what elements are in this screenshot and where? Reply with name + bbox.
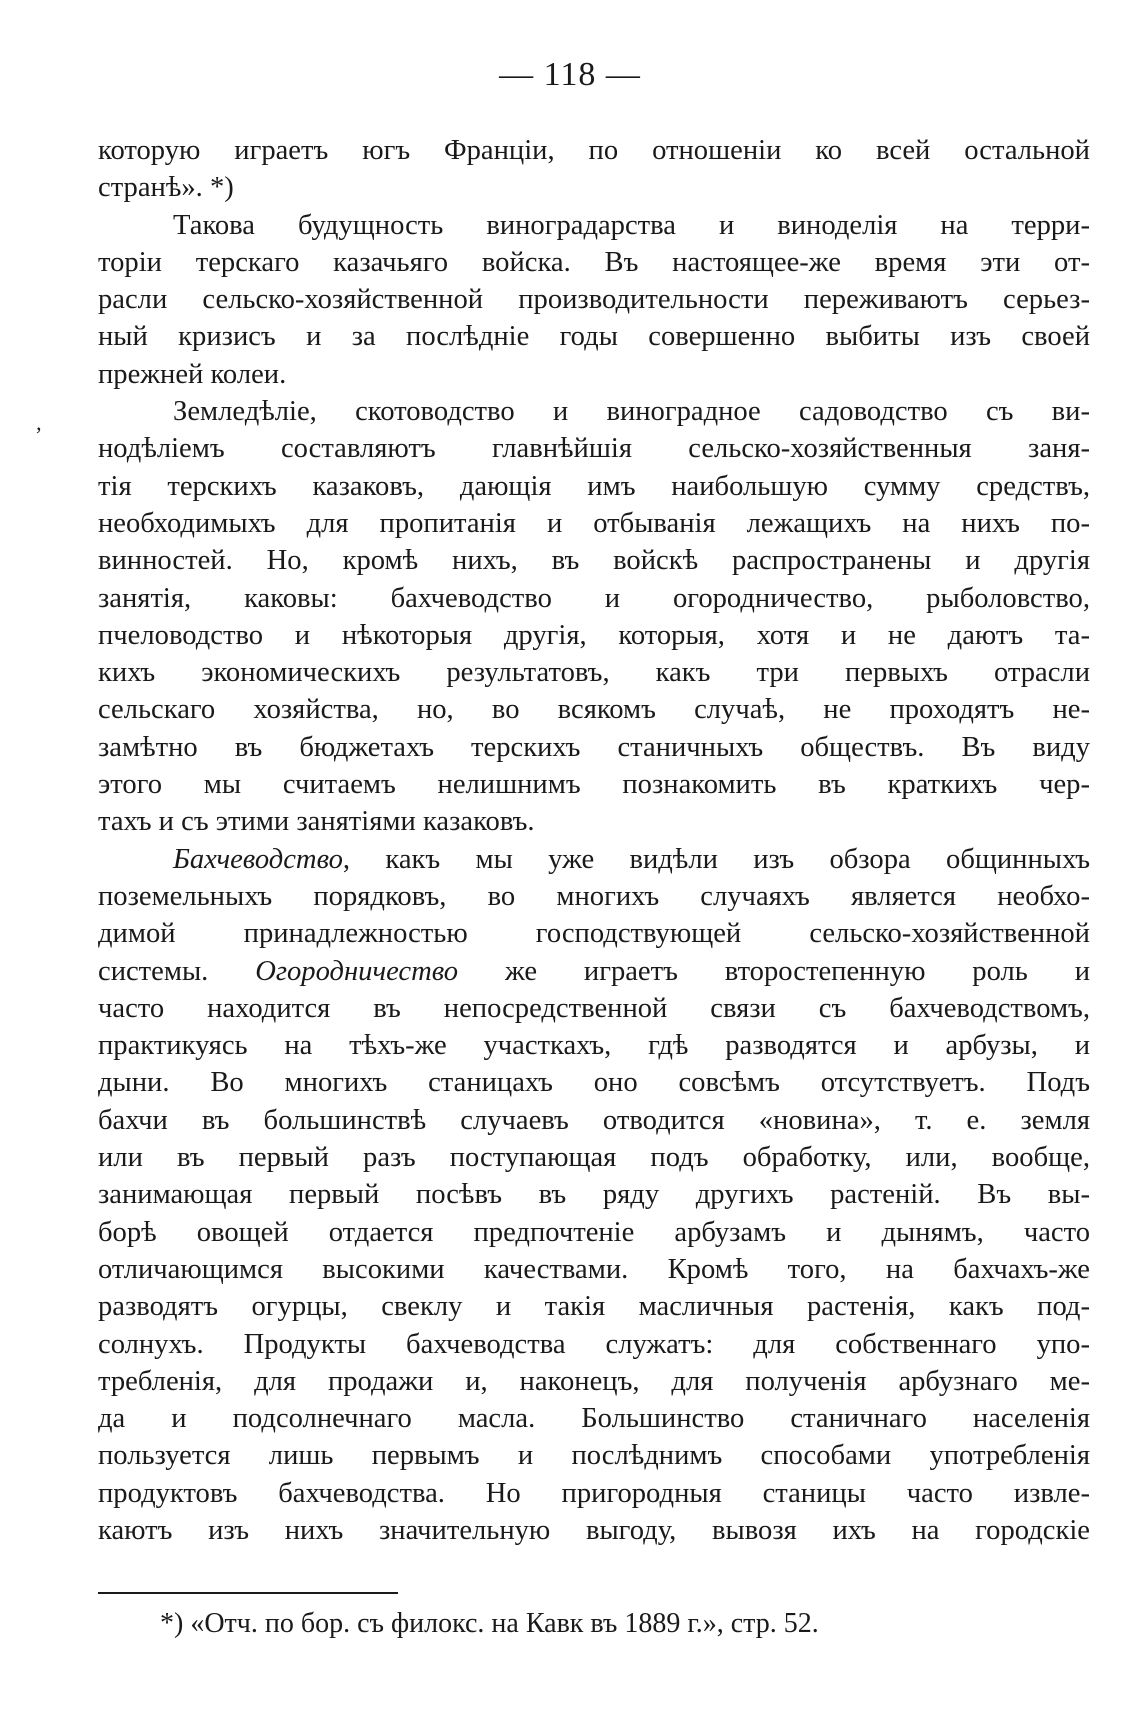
text-segment: прежней колеи.	[98, 358, 287, 390]
text-line	[98, 1363, 1090, 1400]
text-line	[98, 1139, 1090, 1176]
text-segment: пчеловодство и нѣкоторыя другія, которыя, хотя и не даютъ та-	[98, 619, 1090, 651]
text-segment: разводятъ огурцы, свеклу и такія масличныя растенія, какъ под-	[98, 1291, 1090, 1323]
text-line	[98, 803, 1090, 840]
text-line	[98, 1400, 1090, 1437]
text-line	[98, 1064, 1090, 1101]
footnote: *) «Отч. по бор. съ филокс. на Кавк въ 1889 г.», стр. 52.	[160, 1608, 819, 1639]
text-segment: часто находится въ непосредственной связи съ бахчеводствомъ,	[98, 992, 1090, 1024]
text-segment: этого мы считаемъ нелишнимъ познакомить въ краткихъ чер-	[98, 769, 1090, 801]
text-line	[98, 654, 1090, 691]
text-line	[98, 617, 1090, 654]
text-line	[98, 766, 1090, 803]
text-segment: требленія, для продажи и, наконецъ, для полученія арбузнаго ме-	[98, 1365, 1090, 1397]
text-line	[98, 356, 1090, 393]
text-line	[98, 393, 1090, 430]
margin-mark: ‚	[35, 410, 43, 435]
text-segment: каютъ изъ нихъ значительную выгоду, вывозя ихъ на городскіе	[98, 1514, 1090, 1546]
text-line	[98, 505, 1090, 542]
text-segment: странѣ». *)	[98, 172, 234, 204]
text-segment: продуктовъ бахчеводства. Но пригородныя станицы часто извле-	[98, 1477, 1090, 1509]
text-segment: Земледѣліе, скотоводство и виноградное садоводство съ ви-	[173, 396, 1090, 428]
text-line	[98, 729, 1090, 766]
text-segment: системы.	[98, 955, 256, 987]
body-text	[98, 132, 1090, 1549]
text-line	[98, 542, 1090, 579]
text-line	[98, 318, 1090, 355]
text-line	[98, 430, 1090, 467]
text-line	[98, 953, 1090, 990]
text-line	[98, 1288, 1090, 1325]
text-line	[98, 1102, 1090, 1139]
text-line	[98, 1251, 1090, 1288]
text-segment: торіи терскаго казачьяго войска. Въ настоящее-же время эти от-	[98, 246, 1090, 278]
text-line	[98, 990, 1090, 1027]
text-line	[98, 1176, 1090, 1213]
text-line	[98, 1027, 1090, 1064]
text-segment: димой принадлежностью господствующей сельско-хозяйственной	[98, 918, 1090, 950]
text-segment: сельскаго хозяйства, но, во всякомъ случаѣ, не проходятъ не-	[98, 694, 1090, 726]
text-line	[98, 468, 1090, 505]
text-segment: да и подсолнечнаго масла. Большинство станичнаго населенія	[98, 1403, 1090, 1435]
text-line	[98, 1512, 1090, 1549]
text-line	[98, 244, 1090, 281]
text-segment: замѣтно въ бюджетахъ терскихъ станичныхъ обществъ. Въ виду	[98, 731, 1090, 763]
text-segment: занятія, каковы: бахчеводство и огородничество, рыболовство,	[98, 582, 1090, 614]
italic-term: Огородничество	[255, 955, 459, 987]
text-line	[98, 132, 1090, 169]
text-line	[98, 580, 1090, 617]
text-segment: тія терскихъ казаковъ, дающія имъ наибольшую сумму средствъ,	[98, 470, 1090, 502]
text-line	[98, 691, 1090, 728]
text-line	[98, 1326, 1090, 1363]
text-line	[98, 207, 1090, 244]
footnote-divider	[98, 1592, 398, 1594]
text-segment: Такова будущность виноградарства и виноделія на терри-	[173, 209, 1090, 241]
page-number: — 118 —	[499, 56, 641, 93]
text-line	[98, 1437, 1090, 1474]
text-segment: которую играетъ югъ Франціи, по отношеніи ко всей остальной	[98, 135, 1090, 166]
text-segment: солнухъ. Продукты бахчеводства служатъ: для собственнаго упо-	[98, 1328, 1090, 1360]
text-segment: пользуется лишь первымъ и послѣднимъ способами употребленія	[98, 1440, 1090, 1472]
text-segment: кихъ экономическихъ результатовъ, какъ три первыхъ отрасли	[98, 657, 1090, 689]
text-line	[98, 915, 1090, 952]
text-segment: винностей. Но, кромѣ нихъ, въ войскѣ распространены и другія	[98, 545, 1090, 577]
text-segment: борѣ овощей отдается предпочтеніе арбузамъ и дынямъ, часто	[98, 1216, 1090, 1248]
text-line	[98, 169, 1090, 206]
text-line	[98, 841, 1090, 878]
text-line	[98, 281, 1090, 318]
text-segment: поземельныхъ порядковъ, во многихъ случаяхъ является необхо-	[98, 880, 1090, 912]
text-line	[98, 1214, 1090, 1251]
text-segment: занимающая первый посѣвъ въ ряду другихъ растеній. Въ вы-	[98, 1179, 1090, 1211]
text-segment: практикуясь на тѣхъ-же участкахъ, гдѣ разводятся и арбузы, и	[98, 1030, 1090, 1062]
text-segment: , какъ мы уже видѣли изъ обзора общинныхъ	[342, 843, 1090, 875]
text-segment: тахъ и съ этими занятіями казаковъ.	[98, 806, 535, 838]
text-line	[98, 1475, 1090, 1512]
text-segment: нодѣліемъ составляютъ главнѣйшія сельско-хозяйственныя заня-	[98, 433, 1090, 465]
text-segment: расли сельско-хозяйственной производительности переживаютъ серьез-	[98, 284, 1090, 316]
text-line	[98, 878, 1090, 915]
text-segment: ный кризисъ и за послѣдніе годы совершенно выбиты изъ своей	[98, 321, 1090, 353]
italic-term: Бахчеводство	[173, 843, 343, 875]
text-segment: или въ первый разъ поступающая подъ обработку, или, вообще,	[98, 1142, 1090, 1174]
text-segment: отличающимся высокими качествами. Кромѣ того, на бахчахъ-же	[98, 1253, 1090, 1285]
text-segment: бахчи въ большинствѣ случаевъ отводится «новина», т. е. земля	[98, 1104, 1090, 1136]
text-segment: же играетъ второстепенную роль и	[458, 955, 1090, 987]
text-segment: дыни. Во многихъ станицахъ оно совсѣмъ отсутствуетъ. Подъ	[98, 1067, 1090, 1099]
text-segment: необходимыхъ для пропитанія и отбыванія лежащихъ на нихъ по-	[98, 507, 1090, 539]
